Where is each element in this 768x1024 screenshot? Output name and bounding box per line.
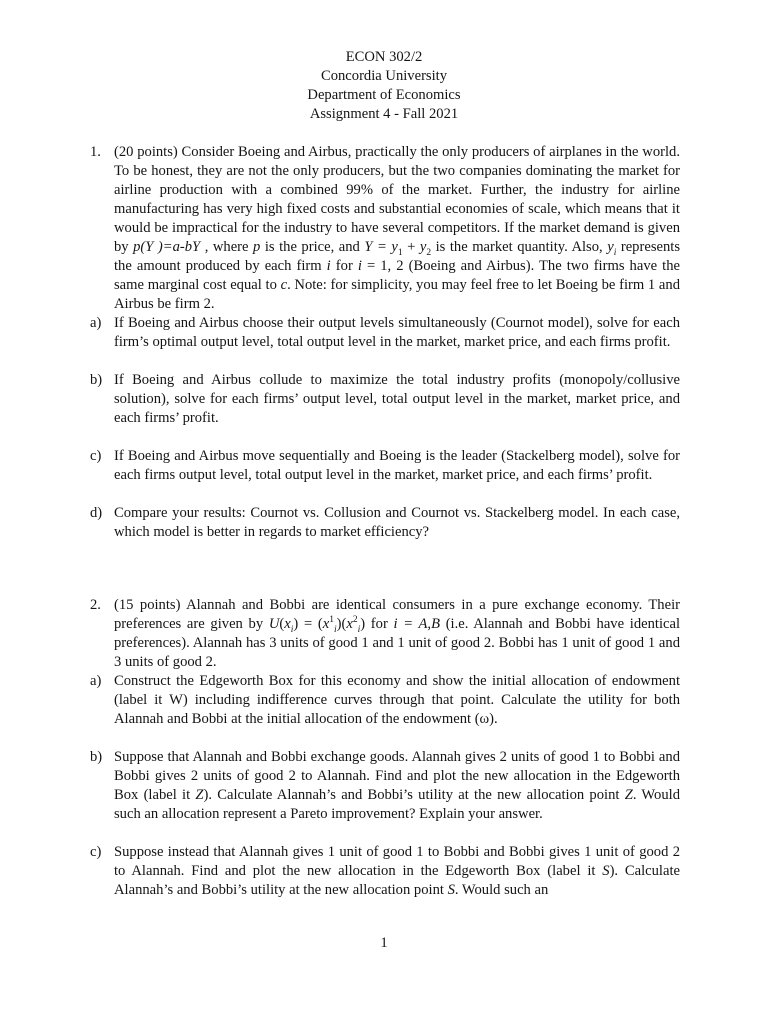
page-number: 1 [380,935,388,951]
course-code: ECON 302/2 [345,49,423,65]
question-2-part-a: a) Construct the Edgeworth Box for this economy and show the initial allocation of endowment (label it W) including indifference curves through that point. Calculate the utility for both Alannah and Bobbi at the initial allocation of the endowment (ω). [90,673,680,727]
question-2-part-c: c) Suppose instead that Alannah gives 1 unit of good 1 to Bobbi and Bobbi gives 1 unit of good 2 to Alannah. Find and plot the new allocation in the Edgeworth Box (label it S). Calculate Alannah’s and Bobbi’s utility at the new allocation point S. Would such an [90,844,680,898]
question-1-part-d: d) Compare your results: Cournot vs. Collusion and Cournot vs. Stackelberg model. In each case, which model is better in regards to market efficiency? [90,505,680,540]
document-header [0,48,768,124]
part-text: Suppose instead that Alannah gives 1 unit of good 1 to Bobbi and Bobbi gives 1 unit of good 2 to Alannah. Find and plot the new allocation in the Edgeworth Box (label it S). Calculate Alannah’s and Bobbi’s utility at the new allocation point S. Would such an [114,844,680,898]
university-name: Concordia University [320,68,448,84]
part-text: Compare your results: Cournot vs. Collusion and Cournot vs. Stackelberg model. In each case, which model is better in regards to market efficiency? [114,505,680,540]
department-name: Department of Economics [307,87,461,103]
question-1-part-a: a) If Boeing and Airbus choose their output levels simultaneously (Cournot model), solve for each firm’s optimal output level, total output level in the market, market price, and each firms profit. [90,315,680,350]
question-1-part-c: c) If Boeing and Airbus move sequentially and Boeing is the leader (Stackelberg model), solve for each firms output level, total output level in the market, market price, and each firms’ profit. [90,448,680,483]
part-text: Construct the Edgeworth Box for this economy and show the initial allocation of endowment (label it W) including indifference curves through that point. Calculate the utility for both Alannah and Bobbi at the initial allocation of the endowment (ω). [114,673,680,727]
part-text: Suppose that Alannah and Bobbi exchange goods. Alannah gives 2 units of good 1 to Bobbi and Bobbi gives 2 units of good 2 to Alannah. Find and plot the new allocation in the Edgeworth Box (label it Z). Calculate Alannah’s and Bobbi’s utility at the new allocation point Z. Would such an allocation represent a Pareto improvement? Explain your answer. [114,749,680,822]
question-1-part-b: b) If Boeing and Airbus collude to maximize the total industry profits (monopoly/collusive solution), solve for each firms’ output level, total output level in the market, market price, and each firms’ profit. [90,372,680,426]
question-number: 2. [90,597,101,613]
question-2 [90,596,680,900]
question-number: 1. [90,144,101,160]
part-text: If Boeing and Airbus move sequentially and Boeing is the leader (Stackelberg model), solve for each firms output level, total output level in the market, market price, and each firms’ profit. [114,448,680,483]
part-text: If Boeing and Airbus collude to maximize the total industry profits (monopoly/collusive solution), solve for each firms’ output level, total output level in the market, market price, and each firms’ profit. [114,372,680,426]
question-1-text: (20 points) Consider Boeing and Airbus, practically the only producers of airplanes in the world. To be honest, they are not the only producers, but the two companies dominating the market for airline production with a combined 99% of the market. Further, the industry for airline manufacturing has very high fixed costs and substantial economies of scale, which means that it would be impractical for the industry to have several competitors. If the market demand is given by p(Y )=a-bY , where p is the price, and $Y = y_1 + y_2$ is the market quantity. Also, $y_i$ represents the amount produced by each firm i for i = 1, 2 (Boeing and Airbus). The two firms have the same marginal cost equal to c. Note: for simplicity, you may feel free to let Boeing be firm 1 and Airbus be firm 2. [114,144,681,312]
question-1 [90,143,680,542]
assignment-title: Assignment 4 - Fall 2021 [309,106,459,122]
part-text: If Boeing and Airbus choose their output levels simultaneously (Cournot model), solve for each firm’s optimal output level, total output level in the market, market price, and each firms profit. [114,315,680,350]
question-2-text: (15 points) Alannah and Bobbi are identical consumers in a pure exchange economy. Their preferences are given by $U(x_i) = (x^1_i)(x^2_i)$ for i = A,B (i.e. Alannah and Bobbi have identical preferences). Alannah has 3 units of good 1 and 1 unit of good 2. Bobbi has 1 unit of good 1 and 3 units of good 2. [114,597,681,670]
question-2-part-b: b) Suppose that Alannah and Bobbi exchange goods. Alannah gives 2 units of good 1 to Bobbi and Bobbi gives 2 units of good 2 to Alannah. Find and plot the new allocation in the Edgeworth Box (label it Z). Calculate Alannah’s and Bobbi’s utility at the new allocation point Z. Would such an allocation represent a Pareto improvement? Explain your answer. [90,749,680,822]
